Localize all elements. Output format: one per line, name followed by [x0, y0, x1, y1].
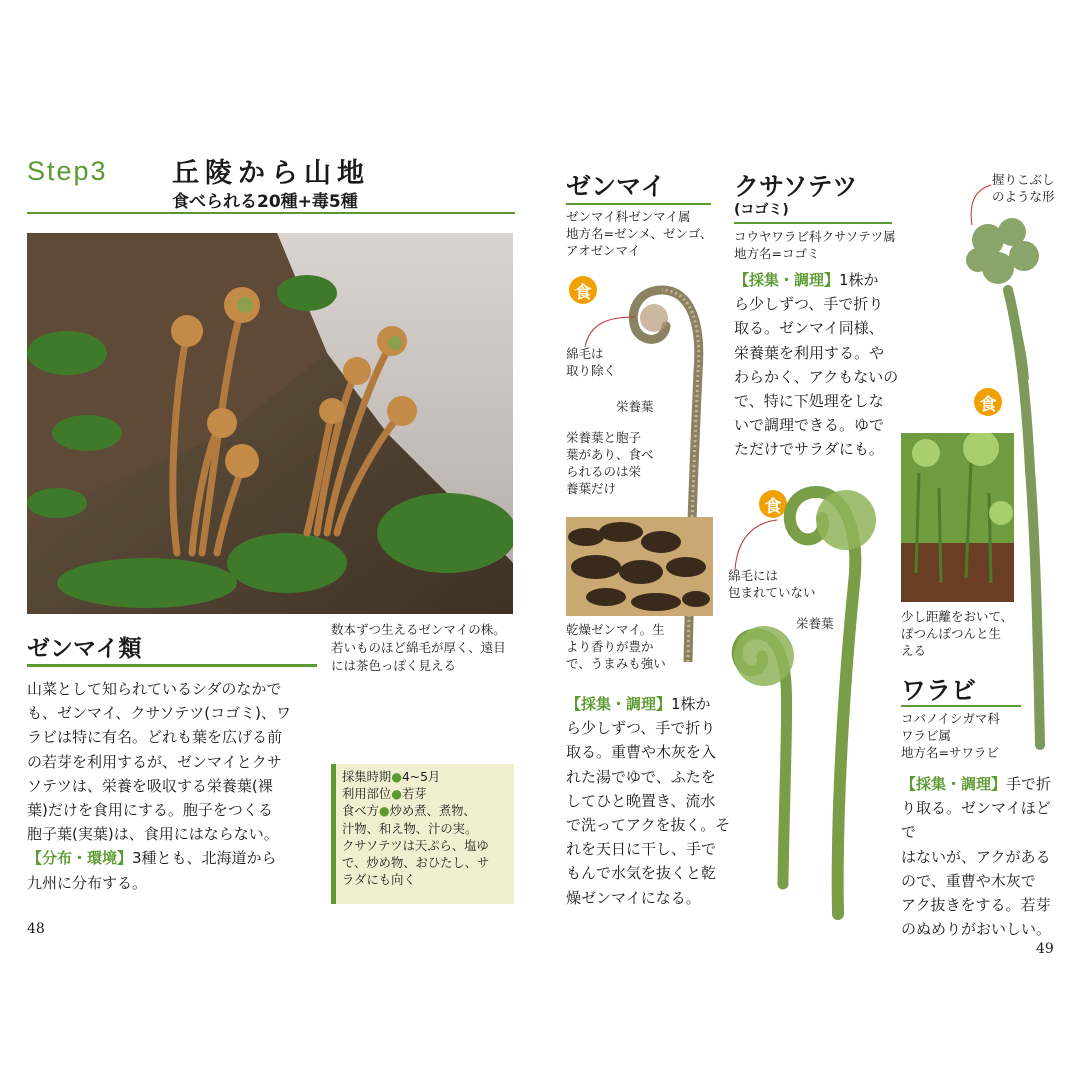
body-line: ので、重曹や木灰で	[901, 871, 1036, 890]
body-line-text: 1株か	[671, 695, 711, 713]
bullet-icon: ●	[391, 787, 402, 802]
body-text	[27, 677, 317, 895]
body-line	[27, 846, 317, 870]
body-line: で洗ってアクを抜く。そ	[566, 816, 731, 835]
body-line: 栄養葉を利用する。や	[734, 343, 885, 362]
bullet-icon: ●	[378, 804, 390, 819]
body-line	[901, 772, 1061, 796]
body-line: 胞子葉(実葉)は、食用にはならない。	[27, 825, 279, 844]
step-label: Step3	[27, 156, 108, 186]
page-subtitle: 食べられる20種+毒5種	[172, 192, 358, 212]
body-line: いで調理できる。ゆで	[734, 416, 885, 435]
kusasotetsu-leaf-note: 栄養葉	[796, 616, 834, 631]
zenmai-harvest-text	[566, 692, 736, 910]
body-line: れた湯でゆで、ふたを	[566, 767, 716, 786]
body-line: ラビは特に有名。どれも葉を広げる前	[27, 728, 283, 747]
body-line-text: 3種とも、北海道から	[132, 849, 277, 868]
eat-line: ラダにも向く	[342, 873, 416, 888]
note-line: のような形	[992, 189, 1055, 204]
body-line: り取る。ゼンマイほどで	[901, 799, 1051, 842]
body-line-text: 1株か	[839, 271, 879, 289]
warabi-family: ワラビ属	[901, 728, 952, 743]
title-rule	[27, 212, 515, 214]
harvest-tag: 【採集・調理】	[566, 695, 672, 713]
caption-line: には茶色っぽく見える	[331, 658, 457, 673]
body-line: のぬめりがおいしい。	[901, 920, 1052, 939]
body-line: ら少しずつ、手で折り	[566, 719, 716, 738]
note-line: 取り除く	[566, 363, 617, 378]
zenmai-taxonomy	[566, 208, 712, 259]
info-box	[331, 764, 514, 904]
page-number-right: 49	[1036, 941, 1054, 957]
caption-line: 少し距離をおいて、	[901, 609, 1014, 624]
zenmai-spore-note	[566, 429, 654, 497]
edible-badge-icon: 食	[569, 276, 597, 304]
zenmai-local-name: アオゼンマイ	[566, 243, 641, 258]
kusasotetsu-local-name: 地方名=コゴミ	[734, 246, 820, 261]
caption-line: ぽつんぽつんと生	[901, 626, 1002, 641]
body-line: ら少しずつ、手で折り	[734, 295, 884, 314]
body-line: 九州に分布する。	[27, 873, 148, 892]
body-line: アク抜きをする。若芽	[901, 896, 1051, 915]
warabi-taxonomy	[901, 710, 1000, 761]
body-line: の若芽を利用するが、ゼンマイとクサ	[27, 752, 282, 771]
section-title: ゼンマイ類	[27, 636, 142, 662]
season-label: 採集時期	[342, 770, 392, 784]
body-line	[734, 268, 899, 292]
edible-badge-icon: 食	[974, 388, 1002, 416]
note-line: 包まれていない	[728, 585, 816, 600]
warabi-habitat-photo	[901, 433, 1014, 602]
page-title: 丘陵から山地	[172, 158, 370, 189]
warabi-habitat-caption	[901, 608, 1013, 659]
body-line: もんで水気を抜くと乾	[566, 864, 717, 883]
warabi-harvest-text	[901, 772, 1061, 941]
eat-line: 炒め煮、煮物、	[389, 804, 476, 819]
body-line: 葉)だけを食用にする。胞子をつくる	[27, 801, 273, 820]
body-line: 燥ゼンマイになる。	[566, 888, 701, 907]
zenmai-local-name: 地方名=ゼンメ、ゼンゴ、	[566, 226, 713, 241]
warabi-title: ワラビ	[901, 676, 977, 705]
body-line: 取る。ゼンマイ同様、	[734, 319, 884, 338]
body-line-text: 手で折	[1006, 775, 1052, 793]
body-line: わらかく、アクもないの	[734, 367, 899, 386]
body-line: ただけでサラダにも。	[734, 440, 884, 459]
page-number-left: 48	[27, 921, 45, 937]
eat-line: で、炒め物、おひたし、サ	[342, 856, 490, 871]
kusasotetsu-title-rule	[734, 222, 892, 224]
caption-line: える	[901, 643, 927, 658]
harvest-tag: 【採集・調理】	[734, 271, 840, 289]
warabi-fist-note	[992, 171, 1055, 205]
info-eat	[342, 803, 508, 820]
photo-caption	[331, 621, 506, 675]
body-line: で、特に下処理をしな	[734, 392, 884, 411]
body-line: はないが、アクがある	[901, 847, 1051, 866]
zenmai-clump-photo	[27, 233, 513, 614]
note-line: 栄養葉と胞子	[566, 430, 642, 445]
kusasotetsu-subtitle: (コゴミ)	[734, 202, 789, 218]
dried-zenmai-caption	[566, 621, 666, 672]
part-value: 若芽	[401, 787, 427, 802]
note-line: られるのは栄	[566, 464, 642, 479]
wool-leader-line	[732, 515, 782, 575]
caption-line: 乾燥ゼンマイ。生	[566, 622, 665, 637]
body-line	[566, 692, 736, 716]
warabi-family: コバノイシガマ科	[901, 711, 1000, 726]
note-line: 養葉だけ	[566, 481, 617, 496]
bullet-icon: ●	[391, 770, 402, 784]
note-line: 綿毛は	[566, 346, 604, 361]
season-value: 4~5月	[401, 770, 441, 784]
dried-zenmai-photo	[566, 517, 713, 616]
kusasotetsu-family: コウヤワラビ科クサソテツ属	[734, 229, 896, 244]
eat-line: クサソテツは天ぷら、塩ゆ	[342, 838, 489, 853]
body-line: 取る。重曹や木灰を入	[566, 743, 717, 762]
zenmai-wool-note	[566, 345, 616, 379]
eat-line: 汁物、和え物、汁の実。	[342, 821, 478, 836]
body-line: も、ゼンマイ、クサソテツ(コゴミ)、ワ	[27, 704, 292, 723]
harvest-tag: 【採集・調理】	[901, 775, 1007, 793]
warabi-local-name: 地方名=サワラビ	[901, 745, 999, 760]
part-label: 利用部位	[342, 787, 392, 802]
warabi-title-rule	[901, 705, 1021, 707]
caption-line: で、うまみも強い	[566, 656, 666, 671]
eat-label: 食べ方	[342, 804, 379, 819]
zenmai-title: ゼンマイ	[566, 172, 666, 201]
distribution-tag: 【分布・環境】	[27, 849, 133, 868]
kusasotetsu-harvest-text	[734, 268, 899, 462]
body-line: 山菜として知られているシダのなかで	[27, 680, 282, 698]
kusasotetsu-taxonomy	[734, 228, 896, 262]
body-line: してひと晩置き、流水	[566, 791, 716, 810]
kusasotetsu-wool-note	[728, 567, 816, 601]
info-part	[342, 786, 508, 803]
zenmai-family: ゼンマイ科ゼンマイ属	[566, 209, 691, 224]
caption-line: 数本ずつ生えるゼンマイの株。	[331, 622, 506, 637]
zenmai-title-rule	[566, 203, 711, 205]
section-rule	[27, 664, 317, 667]
caption-line: より香りが豊か	[566, 639, 654, 654]
body-line: ソテツは、栄養を吸収する栄養葉(裸	[27, 776, 273, 795]
note-line: 葉があり、食べ	[566, 447, 654, 462]
kusasotetsu-title: クサソテツ	[734, 172, 858, 201]
body-line: れを天日に干し、手で	[566, 840, 717, 859]
note-line: 握りこぶし	[992, 172, 1055, 187]
zenmai-leaf-note: 栄養葉	[616, 399, 654, 414]
info-season	[342, 769, 508, 786]
edible-badge-icon: 食	[759, 490, 787, 518]
note-line: 綿毛には	[728, 568, 779, 583]
caption-line: 若いものほど綿毛が厚く、遠目	[331, 640, 506, 655]
